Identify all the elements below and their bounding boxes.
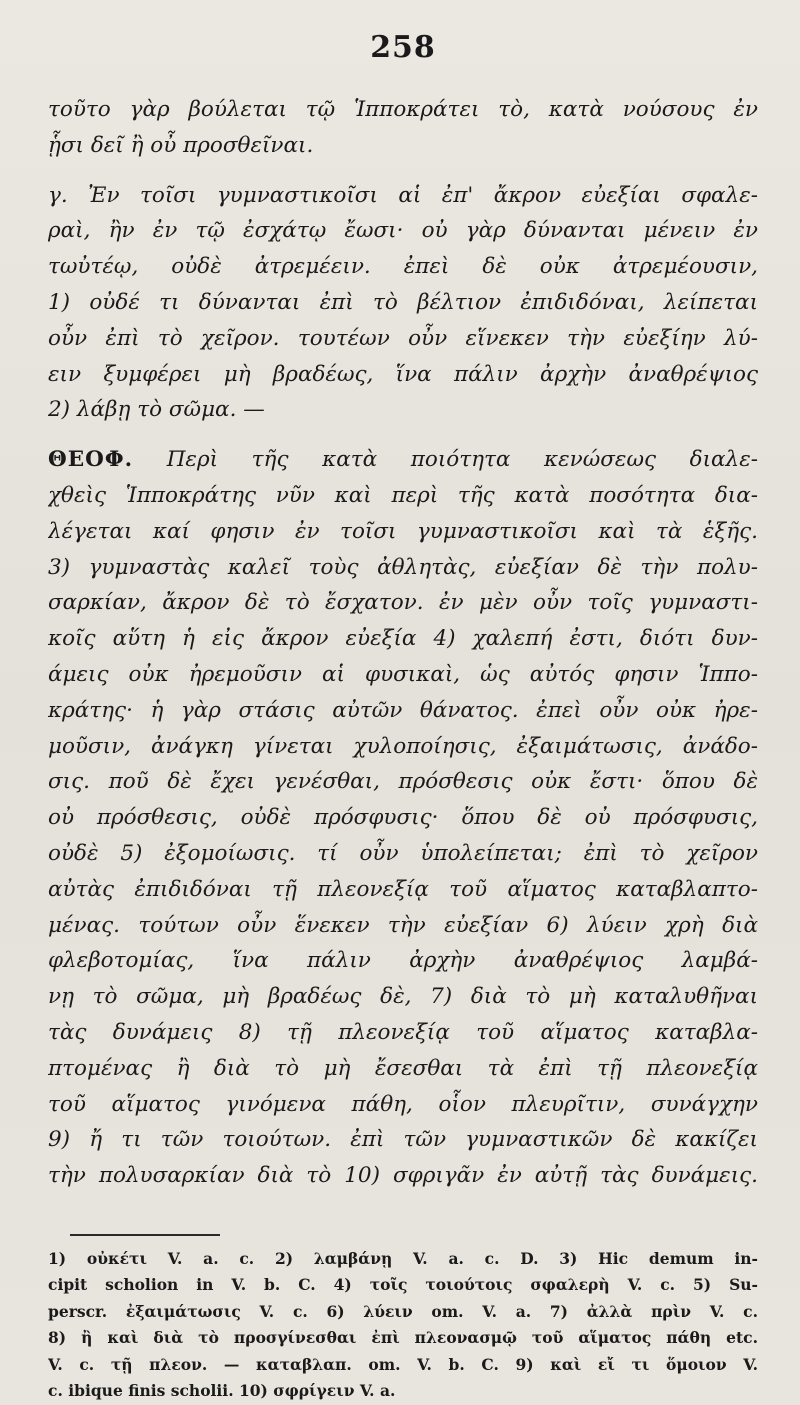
footnote-line: 8) ἢ καὶ διὰ τὸ προσγίνεσθαι ἐπὶ πλεονασμῷ τοῦ αἵματος πάθη etc. [48,1328,758,1348]
paragraph-3 [48,442,758,1194]
text-line: ειν ξυμφέρει μὴ βραδέως, ἵνα πάλιν ἀρχὴν ἀναθρέψιος [48,361,758,387]
text-line: τωὐτέῳ, οὐδὲ ἀτρεμέειν. ἐπεὶ δὲ οὐκ ἀτρεμέουσιν, [48,254,758,280]
text-line: 2) λάβῃ τὸ σῶμα. — [48,397,265,423]
text-line: τὰς δυνάμεις 8) τῇ πλεονεξίᾳ τοῦ αἵματος καταβλα- [48,1019,758,1045]
text-line: 1) οὐδέ τι δύνανται ἐπὶ τὸ βέλτιον ἐπιδιδόναι, λείπεται [48,289,758,315]
text-line: γ. Ἐν τοῖσι γυμναστικοῖσι αἱ ἐπ' ἄκρον εὐεξίαι σφαλε- [48,182,758,208]
text-line: 3) γυμναστὰς καλεῖ τοὺς ἀθλητὰς, εὐεξίαν δὲ τὴν πολυ- [48,554,758,580]
page-number: 258 [370,30,436,65]
text-line: μοῦσιν, ἀνάγκη γίνεται χυλοποίησις, ἐξαιμάτωσις, ἀνάδο- [48,733,758,759]
footnote-line: cipit scholion in V. b. C. 4) τοῖς τοιούτοις σφαλερὴ V. c. 5) Su- [48,1275,758,1295]
text-line: τοῦ αἵματος γινόμενα πάθη, οἷον πλευρῖτιν, συνάγχην [48,1091,758,1117]
text-line: κοῖς αὕτη ἡ εἰς ἄκρον εὐεξία 4) χαλεπή ἐστι, διότι δυν- [48,626,758,652]
text-segment: Περὶ τῆς κατὰ ποιότητα κενώσεως διαλε- [166,447,758,473]
text-line: χθεὶς Ἱπποκράτης νῦν καὶ περὶ τῆς κατὰ ποσότητα δια- [48,482,758,508]
text-line: ᾗσι δεῖ ἢ οὖ προσθεῖναι. [48,132,314,158]
text-line: άμεις οὐκ ἠρεμοῦσιν αἱ φυσικαὶ, ὡς αὐτός φησιν Ἱππο- [48,661,758,687]
text-line: πτομένας ἢ διὰ τὸ μὴ ἔσεσθαι τὰ ἐπὶ τῇ πλεονεξίᾳ [48,1055,758,1081]
text-line: οὐ πρόσθεσις, οὐδὲ πρόσφυσις· ὅπου δὲ οὐ πρόσφυσις, [48,805,758,831]
text-line: νῃ τὸ σῶμα, μὴ βραδέως δὲ, 7) διὰ τὸ μὴ καταλυθῆναι [48,984,758,1010]
text-line: σαρκίαν, ἄκρον δὲ τὸ ἔσχατον. ἐν μὲν οὖν τοῖς γυμναστι- [48,590,758,616]
text-line: οὖν ἐπὶ τὸ χεῖρον. τουτέων οὖν εἵνεκεν τὴν εὐεξίην λύ- [48,325,758,351]
footnote-line: 1) οὐκέτι V. a. c. 2) λαμβάνῃ V. a. c. D. 3) Hic demum in- [48,1248,758,1268]
text-line: 9) ἤ τι τῶν τοιούτων. ἐπὶ τῶν γυμναστικῶν δὲ κακίζει [48,1127,758,1153]
text-line: οὐδὲ 5) ἐξομοίωσις. τί οὖν ὑπολείπεται; ἐπὶ τὸ χεῖρον [48,840,758,866]
footnote-line: V. c. τῇ πλεον. — καταβλαπ. om. V. b. C. 9) καὶ εἴ τι ὅμοιον V. [48,1354,758,1374]
paragraph-1 [48,92,758,164]
text-line: αὐτὰς ἐπιδιδόναι τῇ πλεονεξίᾳ τοῦ αἵματος καταβλαπτο- [48,876,758,902]
footnotes [48,1246,758,1405]
paragraph-2 [48,178,758,429]
text-line [48,442,758,478]
main-text [48,92,758,1194]
speaker-label: ΘΕΟΦ. [48,447,134,473]
text-line: σις. ποῦ δὲ ἔχει γενέσθαι, πρόσθεσις οὐκ ἔστι· ὅπου δὲ [48,769,758,795]
text-line: τὴν πολυσαρκίαν διὰ τὸ 10) σφριγᾶν ἐν αὐτῇ τὰς δυνάμεις. [48,1163,758,1189]
text-line: κράτης· ἡ γὰρ στάσις αὐτῶν θάνατος. ἐπεὶ οὖν οὐκ ἠρε- [48,697,758,723]
footnote-divider [70,1234,220,1236]
text-line: φλεβοτομίας, ἵνα πάλιν ἀρχὴν ἀναθρέψιος λαμβά- [48,948,758,974]
text-line: ραὶ, ἢν ἐν τῷ ἐσχάτῳ ἔωσι· οὐ γὰρ δύνανται μένειν ἐν [48,218,758,244]
footnote-line: perscr. ἐξαιμάτωσις V. c. 6) λύειν om. V. a. 7) ἀλλὰ πρὶν V. c. [48,1301,758,1321]
text-line: λέγεται καί φησιν ἐν τοῖσι γυμναστικοῖσι καὶ τὰ ἑξῆς. [48,518,758,544]
text-line: μένας. τούτων οὖν ἕνεκεν τὴν εὐεξίαν 6) λύειν χρὴ διὰ [48,912,758,938]
footnote-line: c. ibique finis scholii. 10) σφρίγειν V. a. [48,1381,396,1401]
text-line: τοῦτο γὰρ βούλεται τῷ Ἱπποκράτει τὸ, κατὰ νούσους ἐν [48,97,758,122]
